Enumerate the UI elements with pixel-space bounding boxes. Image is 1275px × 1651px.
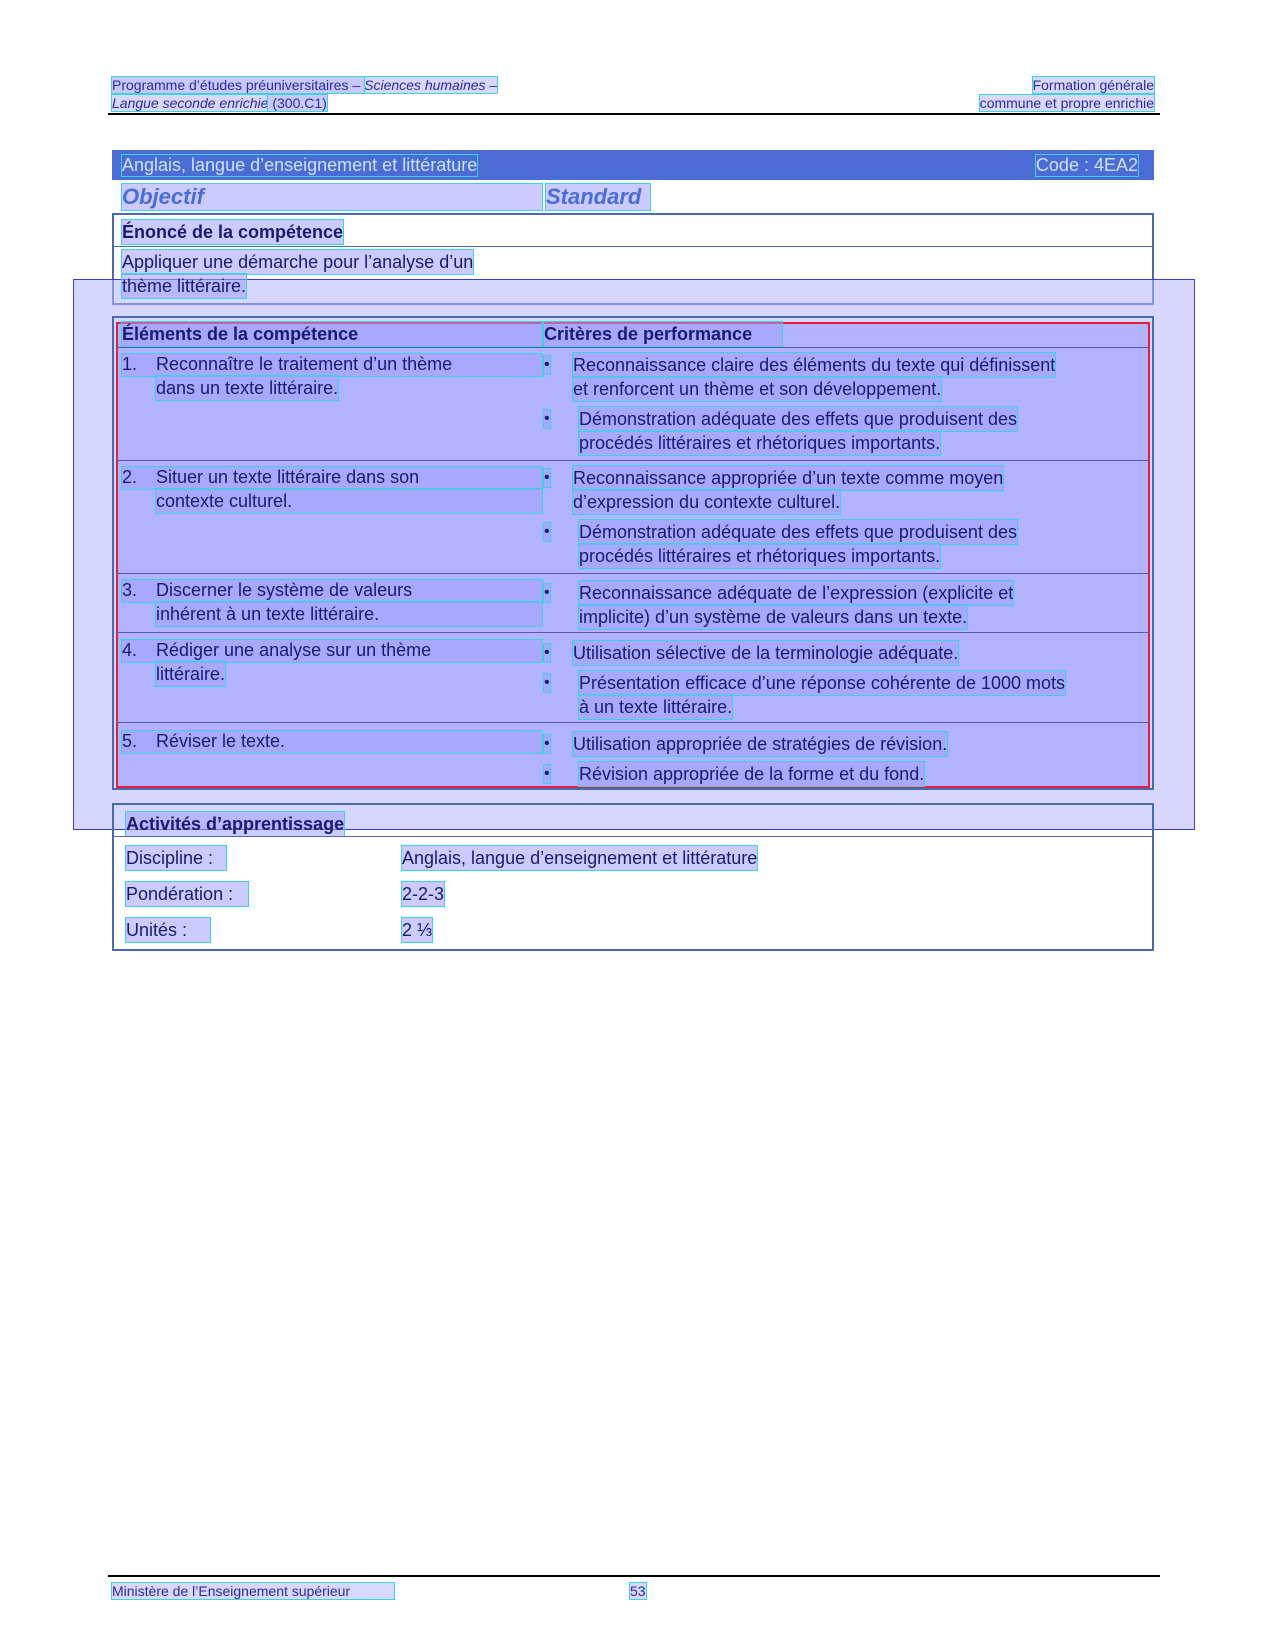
unites-value: 2 ⅓ <box>402 920 433 940</box>
criterion-text: Reconnaissance adéquate de l’expression (explicite et <box>579 583 1014 603</box>
row-divider <box>116 632 1150 633</box>
enonce-line-1: Appliquer une démarche pour l’analyse d’un <box>122 252 474 272</box>
row-divider <box>116 347 1150 348</box>
criterion-text: Présentation efficace d’une réponse cohérente de 1000 mots <box>579 673 1065 693</box>
element-text: Reconnaître le traitement d’un thème <box>156 354 453 374</box>
unites-label: Unités : <box>126 918 210 942</box>
bullet-icon: • <box>544 523 550 540</box>
standard-label: Standard <box>546 184 650 210</box>
course-title-bar <box>112 150 1154 180</box>
criterion-text: procédés littéraires et rhétoriques importants. <box>579 433 941 453</box>
footer-page-number: 53 <box>630 1583 646 1599</box>
element-text: dans un texte littéraire. <box>156 378 339 398</box>
criterion-text: Reconnaissance claire des éléments du texte qui définissent <box>573 355 1056 375</box>
criteres-heading: Critères de performance <box>544 322 782 346</box>
element-text: Réviser le texte. <box>156 731 286 751</box>
element-text: inhérent à un texte littéraire. <box>156 602 542 626</box>
element-text: littéraire. <box>156 664 226 684</box>
criterion-text: implicite) d’un système de valeurs dans un texte. <box>579 607 968 627</box>
course-title: Anglais, langue d’enseignement et littérature <box>122 154 478 175</box>
criterion-text: Démonstration adéquate des effets que produisent des <box>579 409 1017 429</box>
element-number: 2. <box>122 467 542 489</box>
enonce-divider <box>112 246 1154 247</box>
footer-ministry: Ministère de l’Enseignement supérieur <box>112 1583 394 1599</box>
criterion-text: Reconnaissance appropriée d’un texte comme moyen <box>573 468 1004 488</box>
element-number: 5. <box>122 731 542 753</box>
ponderation-value: 2-2-3 <box>402 884 445 904</box>
row-divider <box>116 722 1150 723</box>
header-line-1 <box>112 77 1154 93</box>
criterion-text: procédés littéraires et rhétoriques importants. <box>579 546 941 566</box>
activities-heading: Activités d’apprentissage <box>126 814 345 834</box>
criterion-text: Révision appropriée de la forme et du fond. <box>579 764 925 784</box>
discipline-label: Discipline : <box>126 846 226 870</box>
row-divider <box>116 460 1150 461</box>
element-text: Discerner le système de valeurs <box>156 580 413 600</box>
bullet-icon: • <box>544 356 550 373</box>
bullet-icon: • <box>544 674 550 691</box>
objectif-label: Objectif <box>122 184 542 210</box>
header-line-2 <box>112 95 1154 111</box>
bullet-icon: • <box>544 735 550 752</box>
criterion-text: à un texte littéraire. <box>579 697 733 717</box>
criterion-text: et renforcent un thème et son développement. <box>573 379 942 399</box>
bullet-icon: • <box>544 584 550 601</box>
element-text: Rédiger une analyse sur un thème <box>156 640 432 660</box>
header-formation-type: commune et propre enrichie <box>979 95 1154 111</box>
header-rule <box>108 113 1160 115</box>
element-text: contexte culturel. <box>156 489 542 513</box>
header-formation: Formation générale <box>1032 77 1154 93</box>
discipline-value: Anglais, langue d’enseignement et littérature <box>402 848 758 868</box>
header-program-code: Langue seconde enrichie (300.C1) <box>112 95 327 111</box>
footer-rule <box>108 1575 1160 1577</box>
criterion-text: d’expression du contexte culturel. <box>573 492 841 512</box>
header-program: Programme d’études préuniversitaires – Sciences humaines – <box>112 77 498 93</box>
bullet-icon: • <box>544 410 550 427</box>
course-code: Code : 4EA2 <box>1035 154 1138 175</box>
criterion-text: Démonstration adéquate des effets que produisent des <box>579 522 1017 542</box>
ponderation-label: Pondération : <box>126 882 248 906</box>
bullet-icon: • <box>544 469 550 486</box>
bullet-icon: • <box>544 765 550 782</box>
row-divider <box>116 573 1150 574</box>
elements-heading: Éléments de la compétence <box>122 322 542 346</box>
criterion-text: Utilisation appropriée de stratégies de révision. <box>573 734 948 754</box>
element-number: 3. <box>122 580 542 602</box>
criterion-text: Utilisation sélective de la terminologie adéquate. <box>573 643 959 663</box>
activities-divider <box>112 836 1154 837</box>
element-number: 4. <box>122 640 542 662</box>
bullet-icon: • <box>544 644 550 661</box>
enonce-line-2: thème littéraire. <box>122 276 247 296</box>
enonce-heading: Énoncé de la compétence <box>122 222 344 242</box>
element-text: Situer un texte littéraire dans son <box>156 467 420 487</box>
element-number: 1. <box>122 354 542 376</box>
